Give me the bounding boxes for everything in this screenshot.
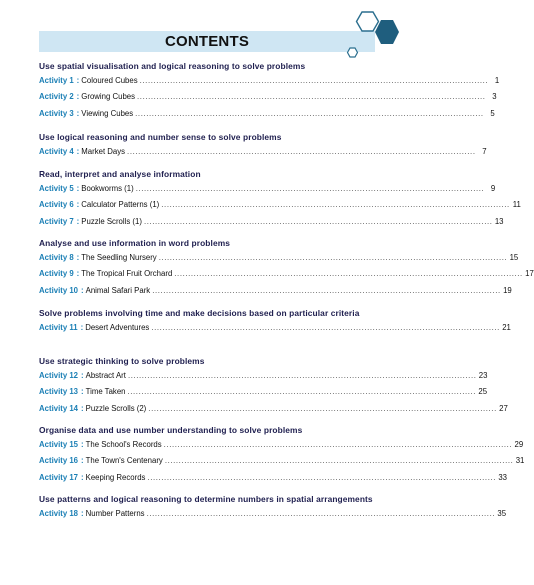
activity-label: Activity 11 [39, 322, 78, 332]
dot-leader: .............................................................................................................................. [147, 472, 496, 482]
activity-label: Activity 13 [39, 387, 79, 397]
page-number: 7 [482, 147, 487, 156]
toc-section [39, 61, 500, 125]
page-number: 27 [499, 403, 508, 413]
activity-label: Activity 16 [39, 456, 79, 466]
activity-title: Puzzle Scrolls (1) [81, 216, 142, 226]
toc-entry[interactable]: Activity 9 : The Tropical Fruit Orchard .............................................................................................................................. 17 [39, 269, 534, 279]
page-number: 9 [490, 184, 496, 193]
title-banner [39, 31, 375, 52]
activity-title: The Tropical Fruit Orchard [81, 269, 173, 279]
activity-title: Coloured Cubes [81, 76, 138, 85]
activity-title: Calculator Patterns (1) [81, 200, 160, 210]
section-heading: Read, interpret and analyse information [39, 169, 201, 179]
page-number: 31 [515, 456, 525, 466]
activity-title: Animal Safari Park [85, 285, 151, 295]
dot-leader: .............................................................................................................................. [143, 216, 493, 226]
activity-title: Viewing Cubes [81, 108, 134, 118]
page-number: 5 [490, 108, 495, 118]
toc-entry[interactable]: Activity 10 : Animal Safari Park .............................................................................................................................. 19 [39, 285, 512, 295]
dot-leader: .............................................................................................................................. [137, 92, 486, 102]
page-number: 3 [492, 92, 497, 102]
toc-section [39, 425, 525, 489]
toc-entry[interactable]: Activity 7 : Puzzle Scrolls (1) .............................................................................................................................. 13 [39, 216, 504, 226]
activity-title: Bookworms (1) [81, 184, 134, 193]
page-number: 33 [498, 472, 507, 482]
page-title: CONTENTS [164, 33, 250, 50]
page-number: 23 [478, 371, 488, 380]
activity-label: Activity 9 [39, 269, 74, 279]
toc-entry[interactable]: Activity 15 : The School's Records .............................................................................................................................. 29 [39, 440, 524, 449]
activity-label: Activity 18 [39, 508, 79, 518]
activity-label: Activity 1 [39, 76, 74, 85]
activity-title: Growing Cubes [81, 92, 136, 102]
page-number: 17 [525, 269, 534, 279]
activity-label: Activity 3 [39, 108, 74, 118]
activity-title: The Town's Centenary [85, 456, 163, 466]
toc-section [39, 308, 511, 339]
dot-leader: .............................................................................................................................. [164, 456, 514, 466]
activity-title: The School's Records [85, 440, 162, 449]
dot-leader: .............................................................................................................................. [174, 269, 523, 279]
hexagon-cluster-icon [330, 6, 410, 58]
page-number: 15 [509, 253, 519, 262]
page-number: 13 [494, 216, 504, 226]
activity-title: Desert Adventures [85, 322, 150, 332]
toc-entry[interactable]: Activity 1 : Coloured Cubes .............................................................................................................................. 1 [39, 76, 500, 85]
toc-section [39, 132, 487, 163]
section-heading: Analyse and use information in word problems [39, 238, 231, 248]
toc-entry[interactable]: Activity 16 : The Town's Centenary .............................................................................................................................. 31 [39, 456, 525, 466]
dot-leader: .............................................................................................................................. [127, 371, 477, 380]
activity-label: Activity 15 [39, 440, 79, 449]
dot-leader: .............................................................................................................................. [127, 387, 477, 397]
toc-entry[interactable]: Activity 13 : Time Taken .............................................................................................................................. 25 [39, 387, 488, 397]
section-heading: Use strategic thinking to solve problems [39, 356, 205, 366]
activity-label: Activity 12 [39, 371, 79, 380]
toc-section [39, 494, 507, 525]
dot-leader: .............................................................................................................................. [135, 108, 484, 118]
section-heading: Organise data and use number understanding to solve problems [39, 425, 303, 435]
activity-title: Keeping Records [85, 472, 146, 482]
activity-label: Activity 5 [39, 184, 74, 193]
activity-label: Activity 6 [39, 200, 74, 210]
toc-entry[interactable]: Activity 4 : Market Days .............................................................................................................................. 7 [39, 147, 487, 156]
page-number: 19 [503, 285, 512, 295]
activity-title: Puzzle Scrolls (2) [85, 403, 147, 413]
page-number: 11 [512, 200, 521, 210]
page-number: 21 [502, 322, 511, 332]
section-heading: Use spatial visualisation and logical reasoning to solve problems [39, 61, 306, 71]
toc-section [39, 169, 521, 233]
activity-label: Activity 7 [39, 216, 74, 226]
toc-entry[interactable]: Activity 11 : Desert Adventures .............................................................................................................................. 21 [39, 322, 511, 332]
dot-leader: .............................................................................................................................. [127, 147, 476, 156]
dot-leader: .............................................................................................................................. [148, 403, 497, 413]
dot-leader: .............................................................................................................................. [161, 200, 510, 210]
toc-entry[interactable]: Activity 5 : Bookworms (1) .............................................................................................................................. 9 [39, 184, 496, 193]
toc-entry[interactable]: Activity 3 : Viewing Cubes .............................................................................................................................. 5 [39, 108, 495, 118]
toc-entry[interactable]: Activity 17 : Keeping Records .............................................................................................................................. 33 [39, 472, 507, 482]
activity-title: Market Days [81, 147, 126, 156]
activity-label: Activity 8 [39, 253, 74, 262]
toc-entry[interactable]: Activity 8 : The Seedling Nursery .............................................................................................................................. 15 [39, 253, 519, 262]
activity-label: Activity 14 [39, 403, 79, 413]
dot-leader: .............................................................................................................................. [158, 253, 508, 262]
toc-section [39, 356, 508, 420]
activity-title: Number Patterns [85, 508, 145, 518]
section-heading: Use logical reasoning and number sense to solve problems [39, 132, 282, 142]
dot-leader: .............................................................................................................................. [146, 508, 496, 518]
page-number: 25 [478, 387, 488, 397]
dot-leader: .............................................................................................................................. [163, 440, 513, 449]
activity-title: The Seedling Nursery [81, 253, 157, 262]
activity-label: Activity 2 [39, 92, 74, 102]
toc-entry[interactable]: Activity 18 : Number Patterns .............................................................................................................................. 35 [39, 508, 507, 518]
section-heading: Use patterns and logical reasoning to determine numbers in spatial arrangements [39, 494, 373, 504]
activity-title: Time Taken [85, 387, 126, 397]
page-number: 35 [497, 508, 507, 518]
page-number: 29 [514, 440, 524, 449]
activity-title: Abstract Art [85, 371, 126, 380]
section-heading: Solve problems involving time and make decisions based on particular criteria [39, 308, 360, 318]
activity-label: Activity 17 [39, 472, 79, 482]
activity-label: Activity 4 [39, 147, 74, 156]
toc-entry[interactable]: Activity 2 : Growing Cubes .............................................................................................................................. 3 [39, 92, 497, 102]
toc-entry[interactable]: Activity 14 : Puzzle Scrolls (2) .............................................................................................................................. 27 [39, 403, 508, 413]
toc-section [39, 238, 534, 302]
dot-leader: .............................................................................................................................. [135, 184, 485, 193]
toc-entry[interactable]: Activity 12 : Abstract Art .............................................................................................................................. 23 [39, 371, 488, 380]
toc-entry[interactable]: Activity 6 : Calculator Patterns (1) .............................................................................................................................. 11 [39, 200, 521, 210]
dot-leader: .............................................................................................................................. [139, 76, 489, 85]
page-number: 1 [494, 76, 500, 85]
dot-leader: .............................................................................................................................. [152, 285, 501, 295]
activity-label: Activity 10 [39, 285, 79, 295]
dot-leader: .............................................................................................................................. [151, 322, 500, 332]
